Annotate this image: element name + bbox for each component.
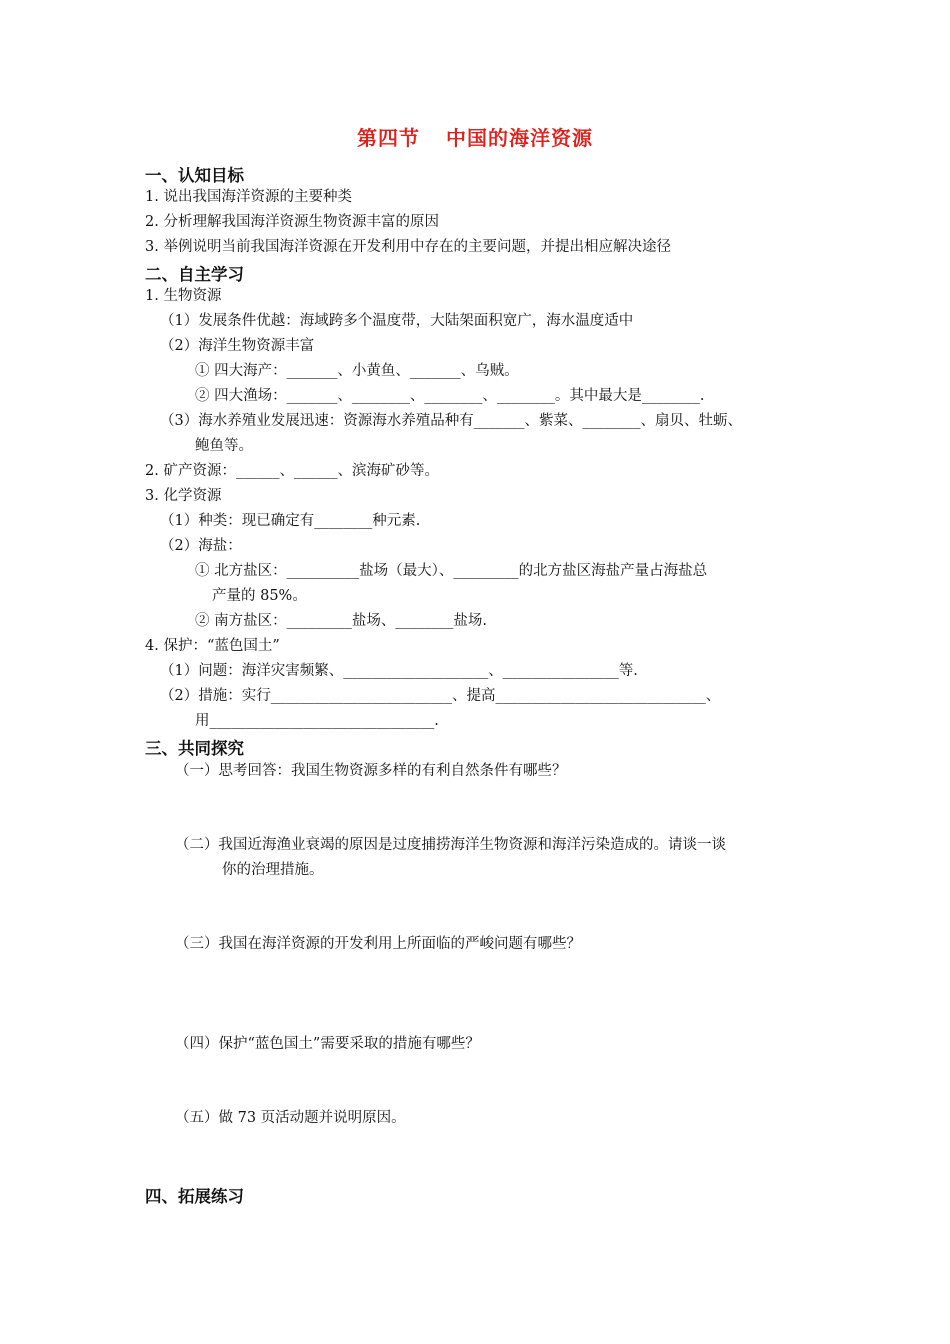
goal-item-1: 1. 说出我国海洋资源的主要种类 bbox=[145, 189, 352, 205]
sea-salt: （2）海盐： bbox=[160, 538, 242, 554]
mineral-resources: 2. 矿产资源：______、______、滨海矿砂等。 bbox=[145, 463, 439, 479]
north-salt-area: ① 北方盐区：__________盐场（最大）、_________的北方盐区海盐产量占海盐总 bbox=[195, 563, 708, 579]
protect-problems: （1）问题：海洋灾害频繁、____________________、________________等. bbox=[160, 663, 638, 679]
title-section-number: 第四节 bbox=[357, 126, 420, 150]
heading-explore: 三、共同探究 bbox=[145, 739, 244, 758]
explore-question-2: （二）我国近海渔业衰竭的原因是过度捕捞海洋生物资源和海洋污染造成的。请谈一谈 bbox=[175, 837, 726, 853]
north-salt-area-cont: 产量的 85%。 bbox=[212, 588, 307, 604]
goal-item-2: 2. 分析理解我国海洋资源生物资源丰富的原因 bbox=[145, 214, 439, 230]
protect-title: 4. 保护：“蓝色国土” bbox=[145, 638, 280, 654]
chemical-resources-title: 3. 化学资源 bbox=[145, 488, 222, 504]
four-seafoods: ① 四大海产：_______、小黄鱼、_______、乌贼。 bbox=[195, 363, 519, 379]
bio-rich: （2）海洋生物资源丰富 bbox=[160, 338, 315, 354]
bio-resources-title: 1. 生物资源 bbox=[145, 288, 222, 304]
goal-item-3: 3. 举例说明当前我国海洋资源在开发利用中存在的主要问题，并提出相应解决途径 bbox=[145, 239, 671, 255]
explore-question-1: （一）思考回答：我国生物资源多样的有利自然条件有哪些？ bbox=[175, 763, 567, 779]
heading-extension: 四、拓展练习 bbox=[145, 1187, 244, 1206]
four-fisheries: ② 四大渔场：_______、________、________、________。其中最大是________. bbox=[195, 388, 705, 404]
explore-question-4: （四）保护“蓝色国土”需要采取的措施有哪些？ bbox=[175, 1036, 480, 1052]
protect-measures: （2）措施：实行_________________________、提高_____________________________、 bbox=[160, 688, 721, 704]
south-salt-area: ② 南方盐区：_________盐场、________盐场. bbox=[195, 613, 487, 629]
title-topic: 中国的海洋资源 bbox=[446, 126, 593, 150]
mariculture-cont: 鲍鱼等。 bbox=[195, 438, 253, 454]
page-title bbox=[0, 122, 950, 151]
heading-self-study: 二、自主学习 bbox=[145, 265, 244, 284]
chem-elements: （1）种类：现已确定有________种元素. bbox=[160, 513, 421, 529]
explore-question-2-cont: 你的治理措施。 bbox=[222, 862, 324, 878]
explore-question-5: （五）做 73 页活动题并说明原因。 bbox=[175, 1110, 406, 1126]
heading-goals: 一、认知目标 bbox=[145, 166, 244, 185]
bio-conditions: （1）发展条件优越：海域跨多个温度带，大陆架面积宽广，海水温度适中 bbox=[160, 313, 634, 329]
mariculture: （3）海水养殖业发展迅速：资源海水养殖品种有_______、紫菜、________、扇贝、牡蛎、 bbox=[160, 413, 742, 429]
protect-measures-cont: 用_______________________________. bbox=[195, 713, 439, 729]
explore-question-3: （三）我国在海洋资源的开发利用上所面临的严峻问题有哪些？ bbox=[175, 936, 581, 952]
